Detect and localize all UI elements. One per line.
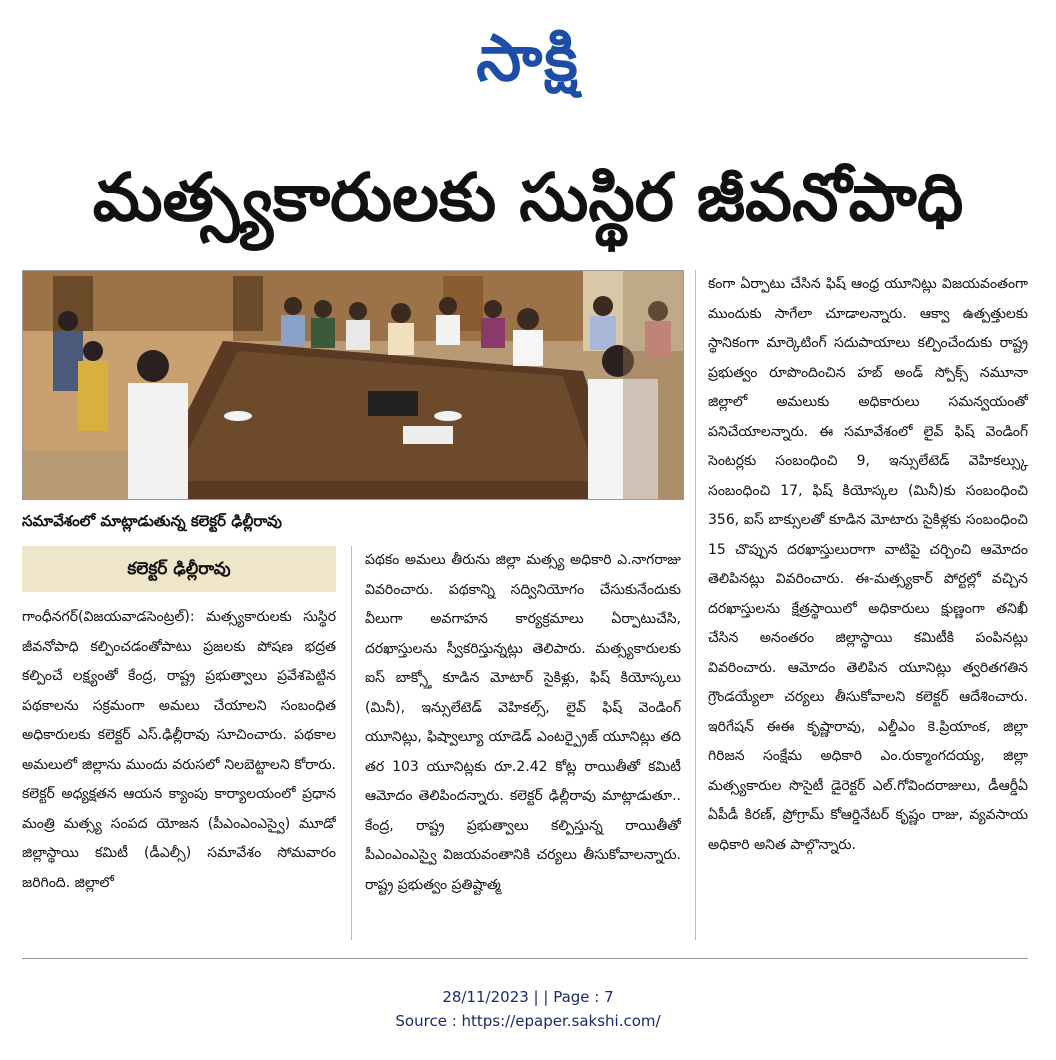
article-headline: మత్స్యకారులకు సుస్థిర జీవనోపాధి <box>92 159 964 236</box>
article-column-1 <box>22 603 336 943</box>
article-photo <box>22 270 684 500</box>
footer-source[interactable]: Source : https://epaper.sakshi.com/ <box>395 1012 661 1030</box>
article-column-2 <box>365 546 681 943</box>
column-divider <box>695 270 696 940</box>
article-subhead: కలెక్టర్ ఢిల్లీరావు <box>22 546 336 592</box>
footer-date-page: 28/11/2023 | | Page : 7 <box>442 988 614 1006</box>
column-2-text: పథకం అమలు తీరును జిల్లా మత్స్య అధికారి ఎ.నాగరాజు వివరించారు. పథకాన్ని సద్వినియోగం చేసుకునేందుకు వీలుగా అవగాహన కార్యక్రమాలు ఏర్పాటుచేసి, దరఖాస్తులను స్వీకరిస్తున్నట్లు తెలిపారు. మత్స్యకారులకు ఐస్ బాక్స్తో కూడిన మోటార్ సైకిళ్లు, ఫిష్ కియోస్కలు (మినీ), ఇన్సులేటెడ్ వెహికల్స్, లైవ్ ఫిష్ వెండింగ్ యూనిట్లు, ఫిష్వాల్యూ యాడెడ్ ఎంటర్ప్రైజ్ యూనిట్లు తది తర 103 యూనిట్లకు రూ.2.42 కోట్ల రాయితీతో కమిటీ ఆమోదం తెలిపిందన్నారు. కలెక్టర్ ఢిల్లీరావు మాట్లాడుతూ.. కేంద్ర, రాష్ట్ర ప్రభుత్వాలు కల్పిస్తున్న రాయితీతో పీఎంఎంఎస్వై విజయవంతానికి చర్యలు తీసుకోవాలన్నారు. రాష్ట్ర ప్రభుత్వం ప్రతిష్టాత్మ <box>365 552 681 893</box>
column-1-text: గాంధీనగర్(విజయవాడసెంట్రల్): మత్స్యకారులకు సుస్థిర జీవనోపాధి కల్పించడంతోపాటు ప్రజలకు పోషణ భద్రత కల్పించే లక్ష్యంతో కేంద్ర, రాష్ట్ర ప్రభుత్వాలు ప్రవేశపెట్టిన పథకాలను సక్రమంగా అమలు చేయాలని సంబంధిత అధికారులకు కలెక్టర్ ఎస్.ఢిల్లీరావు సూచించారు. పథకాల అమలులో జిల్లాను ముందు వరుసలో నిలబెట్టాలని కోరారు. కలెక్టర్ అధ్యక్షతన ఆయన క్యాంపు కార్యాలయంలో ప్రధాన మంత్రి మత్స్య సంపద యోజన (పీఎంఎంఎస్వై) మూడో జిల్లాస్థాయి కమిటీ (డీఎల్సీ) సమావేశం సోమవారం జరిగింది. జిల్లాలో <box>22 609 336 891</box>
newspaper-logo: సాక్షి <box>476 22 580 96</box>
photo-caption: సమావేశంలో మాట్లాడుతున్న కలెక్టర్ ఢిల్లీరావు <box>22 512 282 530</box>
article-column-3 <box>708 270 1028 943</box>
column-divider <box>351 546 352 940</box>
masthead <box>0 14 1056 104</box>
bottom-divider <box>22 958 1028 959</box>
meeting-photo-illustration <box>23 271 683 499</box>
column-3-text: కంగా ఏర్పాటు చేసిన ఫిష్ ఆంధ్ర యూనిట్లు విజయవంతంగా ముందుకు సాగేలా చూడాలన్నారు. ఆక్వా ఉత్పత్తులకు స్థానికంగా మార్కెటింగ్ సదుపాయాలు కల్పించేందుకు రాష్ట్ర ప్రభుత్వం రూపొందించిన హబ్ అండ్ స్పోక్స్ నమూనా జిల్లాలో అమలుకు అధికారులు సమన్వయంతో పనిచేయాలన్నారు. ఈ సమావేశంలో లైవ్ ఫిష్ వెండింగ్ సెంటర్లకు సంబంధించి 9, ఇన్సులేటెడ్ వెహికల్స్కు సంబంధించి 17, ఫిష్ కియోస్కల (మినీ)కు సంబంధించి 356, ఐస్ బాక్సులతో కూడిన మోటారు సైకిళ్లకు సంబంధించి 15 చొప్పున దరఖాస్తులురాగా వాటిపై చర్చించి ఆమోదం తెలిపినట్లు వివరించారు. ఈ-మత్స్యకార్ పోర్టల్లో వచ్చిన దరఖాస్తులను క్షేత్రస్థాయిలో అధికారులు క్షుణ్ణంగా తనిఖీ చేసిన అనంతరం జిల్లాస్థాయి కమిటీకి పంపినట్లు వివరించారు. ఆమోదం తెలిపిన యూనిట్లు త్వరితగతిన గ్రౌండయ్యేలా చర్యలు తీసుకోవాలని కలెక్టర్ ఆదేశించారు. ఇరిగేషన్ ఈఈ కృష్ణారావు, ఎల్డీఎం కె.ప్రియాంక, జిల్లా గిరిజన సంక్షేమ అధికారి ఎం.రుక్మాంగదయ్య, జిల్లా మత్స్యకారుల సొసైటీ డైరెక్టర్ ఎల్.గోవిందరాజులు, డీఆర్డీఏ ఏపీడీ కిరణ్, ప్రోగ్రామ్ కోఆర్డినేటర్ కృష్ణం రాజు, వ్యవసాయ అధికారి అనిత పాల్గొన్నారు. <box>708 276 1028 853</box>
